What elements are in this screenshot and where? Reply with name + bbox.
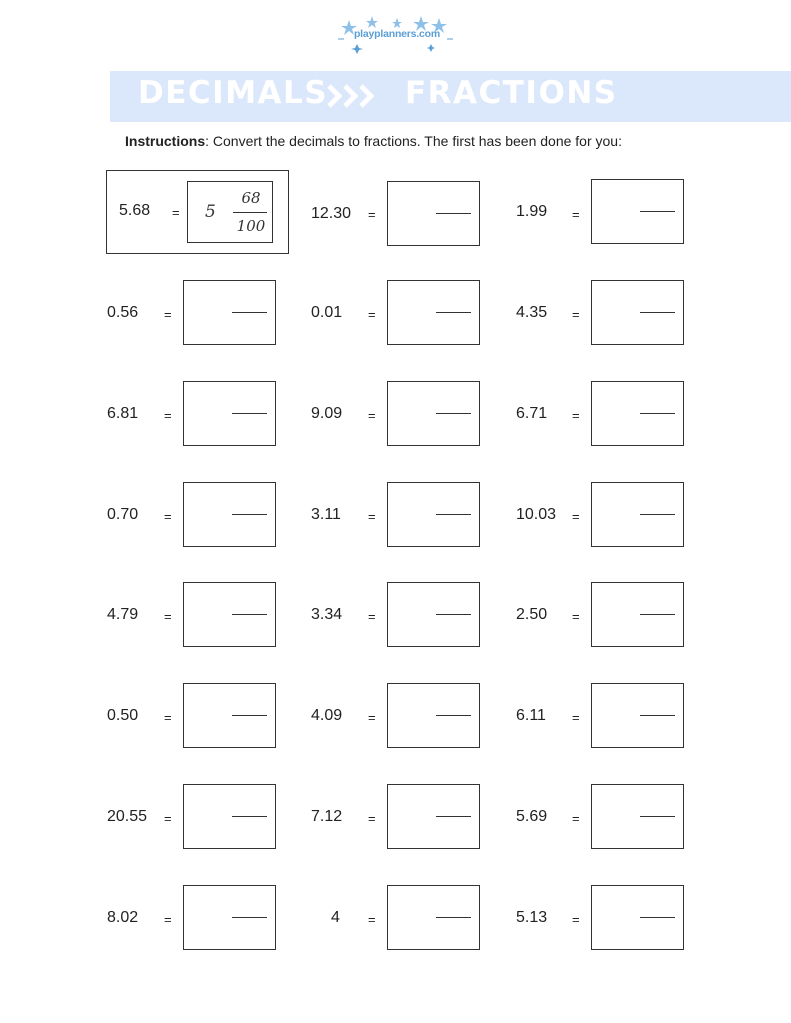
problem-decimal: 2.50: [516, 606, 548, 623]
equals-sign: =: [368, 307, 376, 322]
fraction-bar: [436, 413, 471, 414]
title-banner: [110, 71, 791, 122]
problem-decimal: 4.35: [516, 304, 548, 321]
fraction-bar: [640, 312, 675, 313]
answer-box[interactable]: [183, 280, 276, 345]
equals-sign: =: [172, 205, 180, 220]
problem-decimal: 4.79: [107, 606, 139, 623]
problem-decimal: 5.69: [516, 808, 548, 825]
fraction-bar: [640, 514, 675, 515]
fraction-bar: [232, 816, 267, 817]
answer-box[interactable]: [387, 885, 480, 950]
answer-box[interactable]: [387, 482, 480, 547]
answer-box[interactable]: [387, 582, 480, 647]
problem-decimal: 1.99: [516, 203, 548, 220]
problem-decimal: 6.81: [107, 405, 139, 422]
problem-decimal: 0.70: [107, 506, 139, 523]
playplanners-logo: [335, 14, 457, 56]
equals-sign: =: [164, 912, 172, 927]
fraction-bar: [640, 816, 675, 817]
equals-sign: =: [572, 307, 580, 322]
instructions-label: Instructions: [125, 133, 206, 149]
fraction-bar: [436, 917, 471, 918]
problem-decimal: 8.02: [107, 909, 139, 926]
fraction-bar: [232, 614, 267, 615]
fraction-bar: [436, 514, 471, 515]
example-answer-box: [187, 181, 273, 243]
fraction-bar: [640, 413, 675, 414]
equals-sign: =: [164, 811, 172, 826]
answer-box[interactable]: [183, 784, 276, 849]
fraction-bar: [436, 614, 471, 615]
fraction-bar: [232, 514, 267, 515]
equals-sign: =: [572, 207, 580, 222]
fraction-bar: [640, 715, 675, 716]
example-decimal: 5.68: [119, 202, 151, 219]
equals-sign: =: [164, 509, 172, 524]
problem-decimal: 9.09: [311, 405, 343, 422]
equals-sign: =: [572, 509, 580, 524]
answer-box[interactable]: [387, 181, 480, 246]
fraction-bar: [436, 816, 471, 817]
fraction-bar: [640, 211, 675, 212]
answer-box[interactable]: [591, 482, 684, 547]
problem-decimal: 5.13: [516, 909, 548, 926]
equals-sign: =: [572, 609, 580, 624]
fraction-bar: [233, 212, 267, 213]
answer-box[interactable]: [183, 885, 276, 950]
fraction-bar: [436, 715, 471, 716]
equals-sign: =: [164, 710, 172, 725]
answer-box[interactable]: [591, 885, 684, 950]
problem-decimal: 10.03: [516, 506, 557, 523]
fraction-bar: [436, 312, 471, 313]
problem-decimal: 0.56: [107, 304, 139, 321]
instructions: [125, 133, 622, 149]
fraction-bar: [640, 917, 675, 918]
problem-decimal: 4.09: [311, 707, 343, 724]
answer-box[interactable]: [183, 582, 276, 647]
answer-box[interactable]: [387, 381, 480, 446]
answer-box[interactable]: [387, 280, 480, 345]
equals-sign: =: [368, 609, 376, 624]
equals-sign: =: [368, 408, 376, 423]
answer-box[interactable]: [183, 381, 276, 446]
example-whole-number: 5: [205, 202, 216, 222]
triple-chevron-right-icon: [325, 83, 381, 109]
problem-decimal: 12.30: [311, 205, 352, 222]
problem-decimal: 4: [331, 909, 340, 926]
fraction-bar: [232, 413, 267, 414]
equals-sign: =: [572, 811, 580, 826]
problem-decimal: 0.01: [311, 304, 343, 321]
answer-box[interactable]: [183, 683, 276, 748]
answer-box[interactable]: [591, 280, 684, 345]
answer-box[interactable]: [387, 683, 480, 748]
equals-sign: =: [368, 207, 376, 222]
problem-decimal: 6.71: [516, 405, 548, 422]
example-denominator: 100: [236, 217, 266, 235]
fraction-bar: [232, 715, 267, 716]
fraction-bar: [436, 213, 471, 214]
problem-decimal: 20.55: [107, 808, 148, 825]
equals-sign: =: [164, 307, 172, 322]
problem-decimal: 3.34: [311, 606, 343, 623]
problem-decimal: 3.11: [311, 506, 341, 523]
equals-sign: =: [368, 509, 376, 524]
equals-sign: =: [164, 609, 172, 624]
answer-box[interactable]: [387, 784, 480, 849]
fraction-bar: [640, 614, 675, 615]
equals-sign: =: [368, 912, 376, 927]
logo-text: playplanners.com: [353, 28, 441, 40]
answer-box[interactable]: [591, 179, 684, 244]
problem-decimal: 6.11: [516, 707, 546, 724]
equals-sign: =: [368, 811, 376, 826]
answer-box[interactable]: [183, 482, 276, 547]
equals-sign: =: [572, 408, 580, 423]
problem-decimal: 0.50: [107, 707, 139, 724]
fraction-bar: [232, 917, 267, 918]
equals-sign: =: [572, 710, 580, 725]
problem-decimal: 7.12: [311, 808, 343, 825]
equals-sign: =: [368, 710, 376, 725]
fraction-bar: [232, 312, 267, 313]
answer-box[interactable]: [591, 784, 684, 849]
equals-sign: =: [164, 408, 172, 423]
banner-title-fractions: FRACTIONS: [405, 75, 618, 111]
equals-sign: =: [572, 912, 580, 927]
example-numerator: 68: [241, 189, 261, 207]
banner-title-decimals: DECIMALS: [138, 75, 329, 111]
instructions-text: : Convert the decimals to fractions. The first has been done for you:: [205, 133, 622, 149]
answer-box[interactable]: [591, 381, 684, 446]
answer-box[interactable]: [591, 683, 684, 748]
answer-box[interactable]: [591, 582, 684, 647]
